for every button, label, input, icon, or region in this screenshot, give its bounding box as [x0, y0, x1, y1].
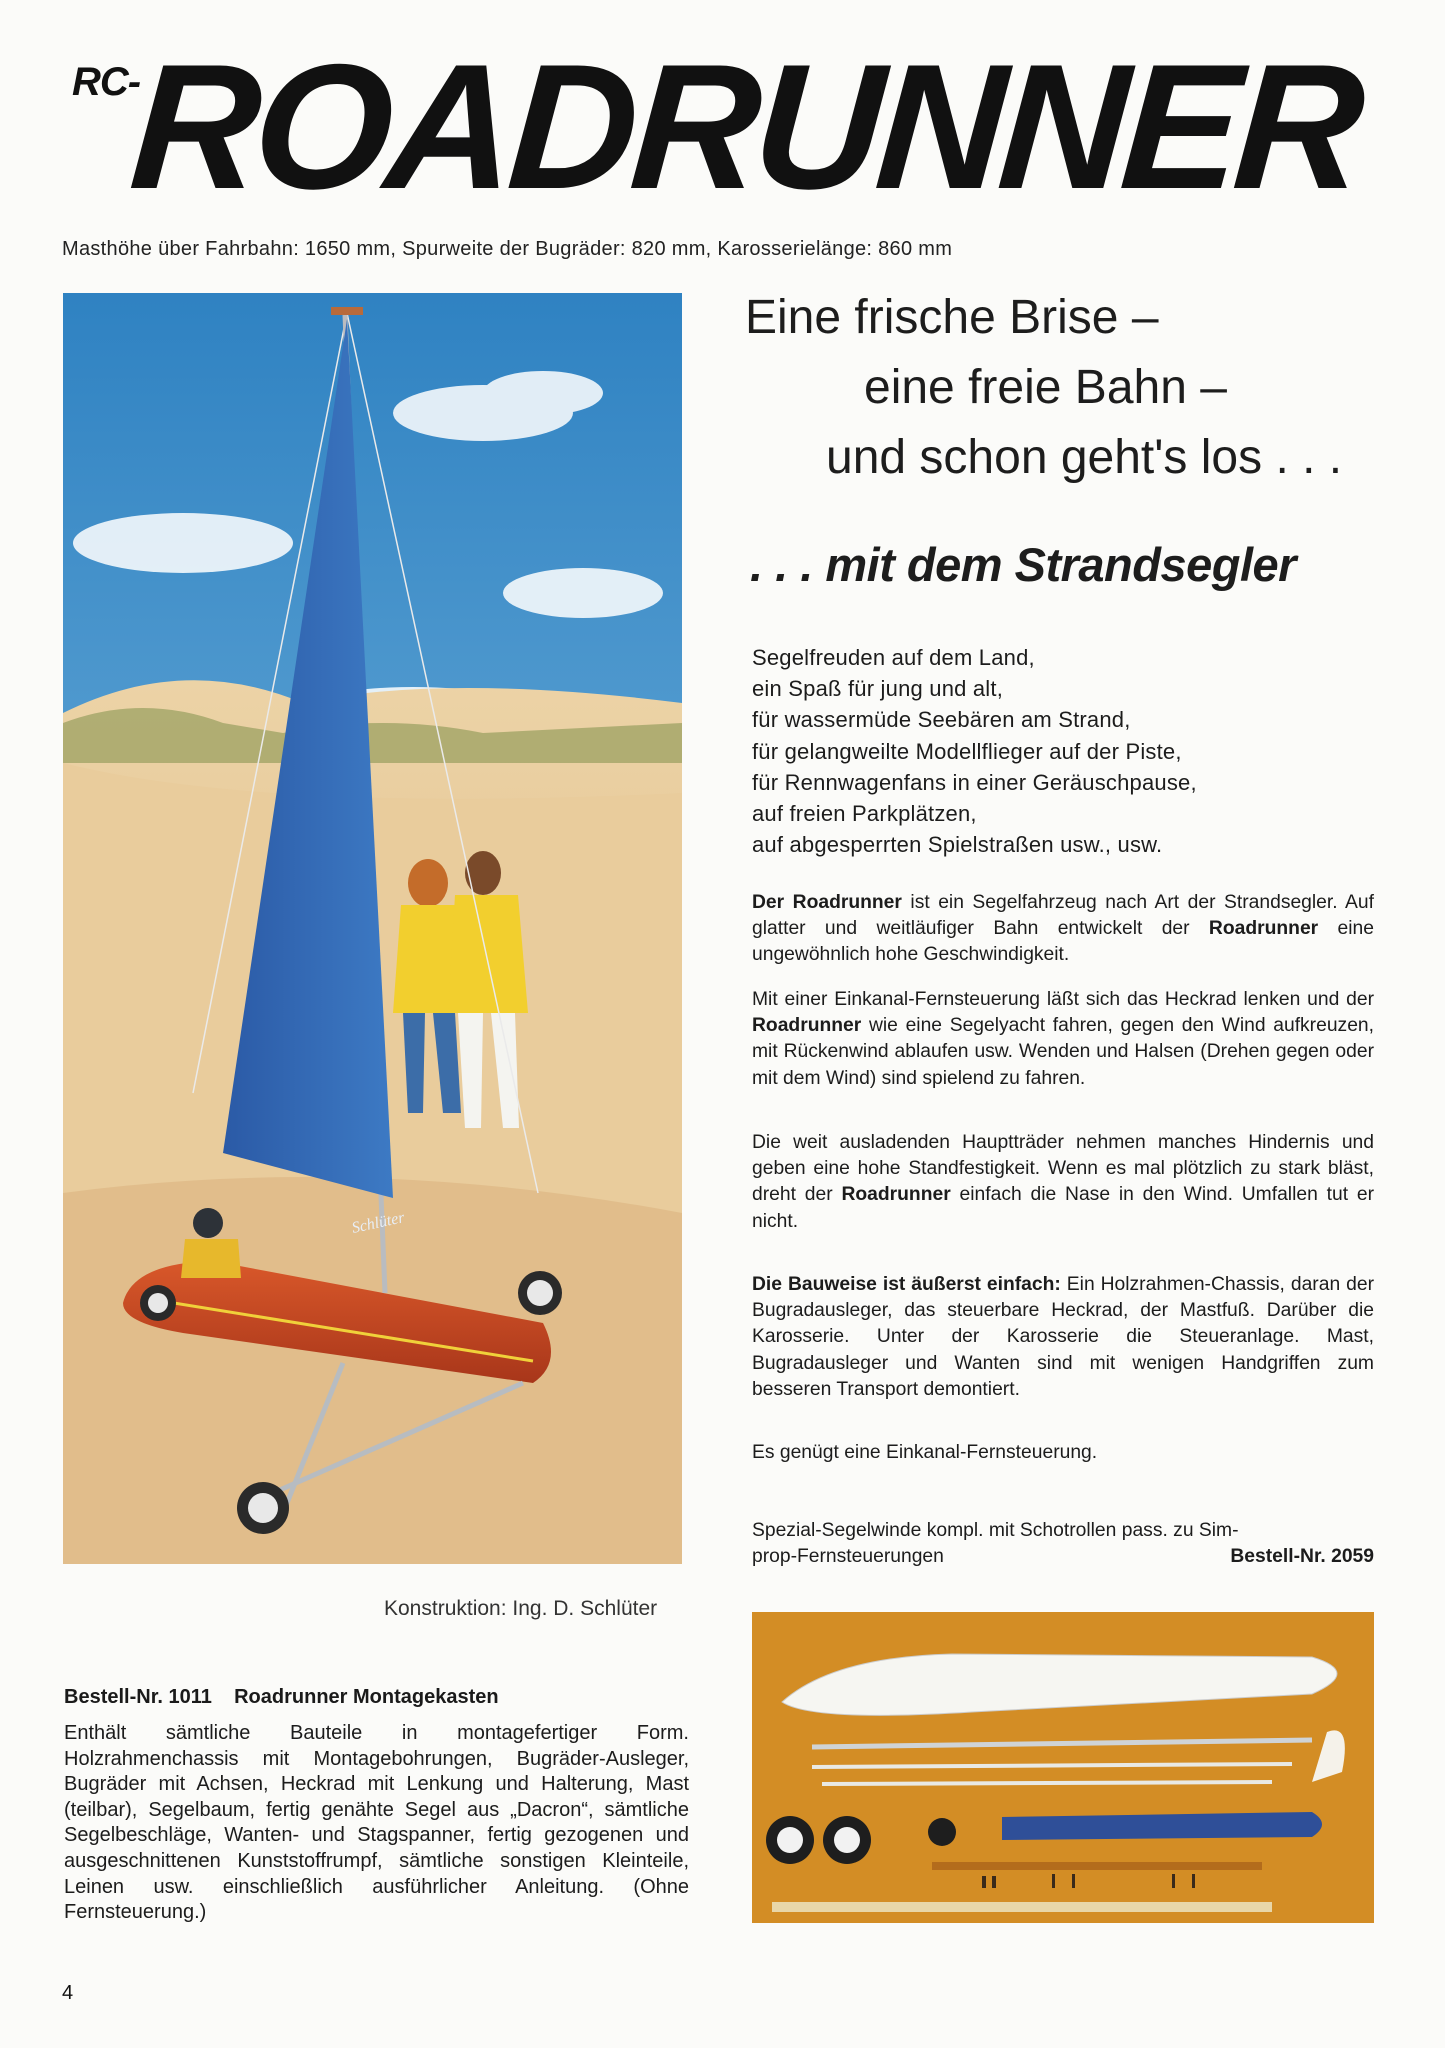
verse-line: Segelfreuden auf dem Land,	[752, 645, 1035, 670]
subheadline: . . . mit dem Strandsegler	[750, 538, 1296, 591]
paragraph-text: Die weit ausladenden Hauptträder nehmen manches Hindernis und geben eine hohe Standfestigkeit. Wenn es mal plötzlich zu stark bläst, dreht der	[752, 1132, 1374, 1206]
paragraph-text: einfach die Nase in den Wind. Umfallen tut er nicht.	[752, 1184, 1374, 1232]
paragraph-remote-note: Es genügt eine Einkanal-Fernsteuerung.	[752, 1442, 1098, 1463]
verse-line: ein Spaß für jung und alt,	[752, 676, 1004, 702]
paragraph-description	[752, 890, 1374, 969]
construction-credit: Konstruktion: Ing. D. Schlüter	[384, 1597, 658, 1620]
bold-term: Die Bauweise ist äußerst einfach:	[752, 1274, 1061, 1295]
bold-term: Roadrunner	[1208, 918, 1319, 940]
paragraph-construction	[752, 1272, 1374, 1403]
winch-line-2: prop-Fernsteuerungen	[752, 1546, 944, 1568]
winch-line-1: Spezial-Segelwinde kompl. mit Schotrollen pass. zu Sim-	[752, 1520, 1239, 1541]
bold-term: Der Roadrunner	[752, 892, 902, 913]
brand-title: ROADRUNNER	[125, 27, 1365, 226]
kit-description: Enthält sämtliche Bauteile in montagefertiger Form. Holzrahmenchassis mit Montagebohrungen, Bugräder-Ausleger, Bugräder mit Achsen, Heckrad mit Lenkung und Halterung, Mast (teilbar), Segelbaum, fertig genähte Segel aus „Dacron“, sämtliche Segelbeschläge, Wanten- und Stagspanner, fertig gezogenen und ausgeschnittenen Kunststoffrumpf, sämtliche sonstigen Kleinteile, Leinen usw. einschließlich ausführlicher Anleitung. (Ohne Fernsteuerung.)	[64, 1722, 689, 1924]
winch-order-number: Bestell-Nr. 2059	[1230, 1546, 1374, 1568]
headline-line-2: eine freie Bahn –	[864, 361, 1227, 414]
verse-line: auf abgesperrten Spielstraßen usw., usw.	[752, 832, 1163, 858]
land-yacht-illustration	[63, 293, 682, 1564]
paragraph-text: ist ein Segelfahrzeug nach Art der Strandsegler. Auf glatter und weitläufiger Bahn entwickelt der	[752, 892, 1374, 940]
paragraph-text: wie eine Segelyacht fahren, gegen den Wind aufkreuzen, mit Rückenwind ablaufen usw. Wenden und Halsen (Drehen gegen oder mit dem Wind) sind spielend zu fahren.	[752, 1015, 1374, 1089]
specs-line: Masthöhe über Fahrbahn: 1650 mm, Spurweite der Bugräder: 820 mm, Karosserielänge: 860 mm	[62, 238, 953, 260]
bold-term: Roadrunner	[841, 1184, 951, 1206]
kit-parts-photo	[752, 1612, 1374, 1923]
paragraph-text: Ein Holzrahmen-Chassis, daran der Bugradausleger, das steuerbare Heckrad, der Mastfuß. Darüber die Karosserie. Unter der Karosserie die Steueranlage. Mast, Bugradausleger und Wanten sind mit wenigen Handgriffen zum besseren Transport demontiert.	[752, 1274, 1374, 1400]
paragraph-control	[752, 987, 1374, 1092]
verse-line: für gelangweilte Modellflieger auf der Piste,	[752, 738, 1182, 764]
kit-title: Bestell-Nr. 1011 Roadrunner Montagekasten	[64, 1686, 499, 1708]
brand-prefix: RC-	[72, 60, 141, 104]
verse-line: für Rennwagenfans in einer Geräuschpause,	[752, 769, 1197, 795]
headline-line-1: Eine frische Brise –	[745, 291, 1159, 344]
paragraph-stability	[752, 1130, 1374, 1235]
verse-line: auf freien Parkplätzen,	[752, 801, 977, 827]
bold-term: Roadrunner	[752, 1015, 862, 1037]
verse-line: für wassermüde Seebären am Strand,	[752, 707, 1131, 733]
paragraph-text: eine ungewöhnlich hohe Geschwindigkeit.	[752, 918, 1375, 966]
headline-line-3: und schon geht's los . . .	[826, 431, 1343, 484]
paragraph-text: Mit einer Einkanal-Fernsteuerung läßt sich das Heckrad lenken und der	[752, 989, 1374, 1010]
paragraph-winch	[752, 1518, 1374, 1570]
sail-signature: Schlüter	[350, 1209, 406, 1237]
intro-verse	[752, 642, 1197, 860]
page-number: 4	[62, 1982, 74, 2004]
